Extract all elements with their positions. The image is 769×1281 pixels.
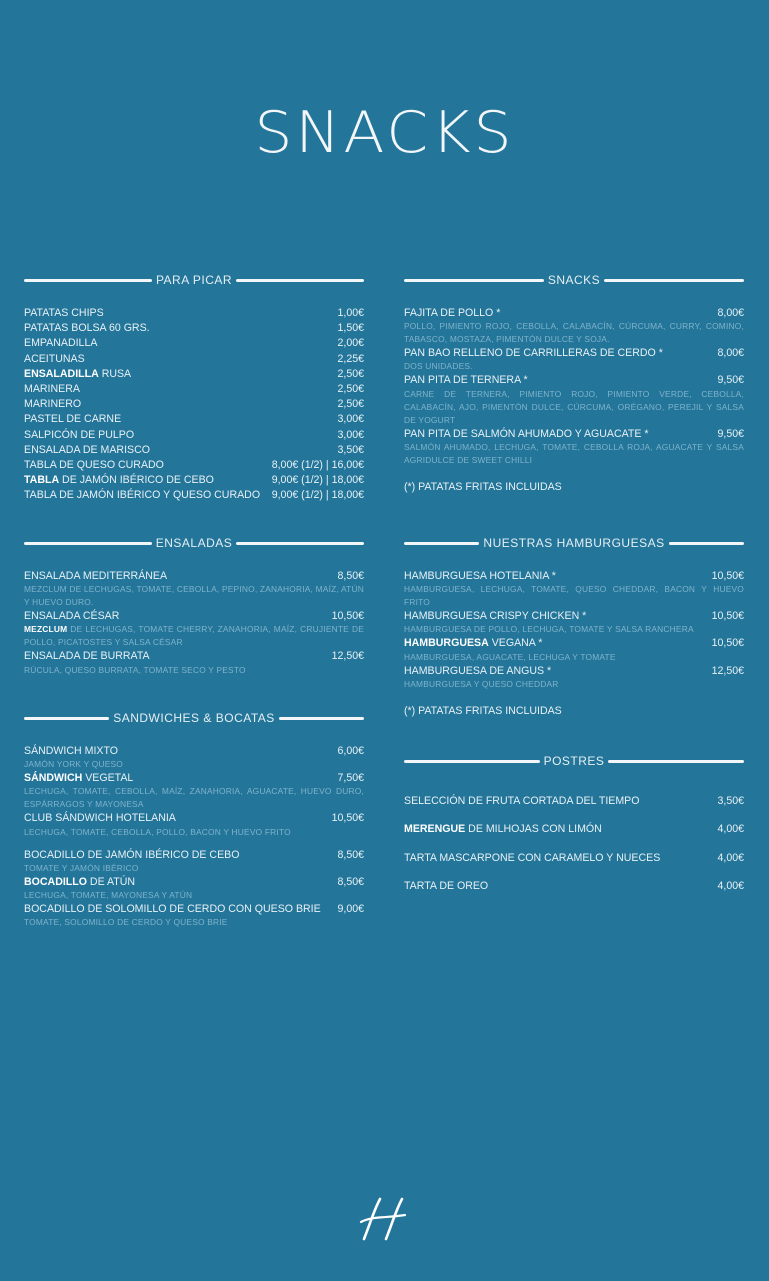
section-header bbox=[24, 273, 364, 287]
item-name bbox=[24, 473, 214, 488]
menu-item bbox=[404, 872, 744, 900]
description-text: DOS UNIDADES. bbox=[404, 361, 473, 372]
description-text: LECHUGA, TOMATE, CEBOLLA, MAÍZ, ZANAHORIA, AGUACATE, HUEVO DURO, ESPÁRRAGOS Y MAYONESA bbox=[24, 786, 364, 810]
item-name-strong: MERENGUE bbox=[404, 823, 466, 836]
item-price: 12,50€ bbox=[331, 650, 364, 663]
item-description bbox=[24, 889, 364, 902]
menu-item bbox=[404, 664, 744, 679]
item-name-rest: PATATAS CHIPS bbox=[24, 307, 104, 319]
menu-item bbox=[404, 815, 744, 843]
item-name-rest: SELECCIÓN DE FRUTA CORTADA DEL TIEMPO bbox=[404, 795, 640, 807]
divider-line bbox=[236, 279, 364, 282]
description-text: CARNE DE TERNERA, PIMIENTO ROJO, PIMIENTO VERDE, CEBOLLA, CALABACÍN, AJO, PIMENTÓN DULCE, CÚRCUMA, ORÉGANO, PEREJIL Y SALSA DE YOGURT bbox=[404, 388, 744, 425]
menu-item bbox=[24, 443, 364, 458]
item-description bbox=[24, 862, 364, 875]
item-price: 10,50€ bbox=[331, 610, 364, 623]
divider-line bbox=[24, 717, 109, 720]
item-name-rest: HAMBURGUESA DE ANGUS * bbox=[404, 664, 552, 677]
description-strong: MEZCLUM bbox=[24, 624, 68, 635]
item-price: 3,50€ bbox=[337, 443, 364, 456]
section-title: SANDWICHES & BOCATAS bbox=[113, 711, 275, 725]
description-text: HAMBURGUESA Y QUESO CHEDDAR bbox=[404, 678, 559, 689]
item-description bbox=[404, 651, 744, 664]
menu-item bbox=[24, 649, 364, 664]
menu-item bbox=[24, 367, 364, 382]
item-name bbox=[404, 306, 500, 321]
item-price: 8,50€ bbox=[337, 875, 364, 888]
item-name bbox=[404, 609, 586, 624]
menu-item bbox=[24, 488, 364, 503]
item-price: 2,50€ bbox=[337, 367, 364, 380]
item-description bbox=[24, 826, 364, 839]
section-title: SNACKS bbox=[547, 273, 601, 287]
description-text: SALMÓN AHUMADO, LECHUGA, TOMATE, CEBOLLA ROJA, AGUACATE Y SALSA AGRIDULCE DE SWEET CHILLI bbox=[404, 441, 744, 465]
item-price: 10,50€ bbox=[331, 812, 364, 825]
item-description bbox=[404, 320, 744, 346]
section-header bbox=[24, 536, 364, 550]
item-name-rest: HAMBURGUESA HOTELANIA * bbox=[404, 570, 556, 582]
item-name-strong: SÁNDWICH bbox=[24, 772, 83, 785]
hotel-logo-icon bbox=[358, 1196, 410, 1242]
section-title: NUESTRAS HAMBURGUESAS bbox=[483, 536, 665, 550]
item-description bbox=[24, 785, 364, 811]
item-name-strong: HAMBURGUESA bbox=[404, 637, 489, 650]
description-text: HAMBURGUESA DE POLLO, LECHUGA, TOMATE Y SALSA RANCHERA bbox=[404, 624, 694, 635]
description-text: HAMBURGUESA, AGUACATE, LECHUGA Y TOMATE bbox=[404, 651, 616, 662]
item-price: 8,00€ (1/2) | 16,00€ bbox=[271, 459, 364, 472]
description-text: LECHUGA, TOMATE, CEBOLLA, POLLO, BACON Y HUEVO FRITO bbox=[24, 826, 291, 837]
divider-line bbox=[24, 279, 152, 282]
menu-item bbox=[24, 352, 364, 367]
item-name bbox=[24, 428, 134, 443]
menu-item bbox=[24, 473, 364, 488]
menu-item bbox=[24, 771, 364, 786]
item-price: 10,50€ bbox=[711, 610, 744, 623]
item-name bbox=[404, 787, 639, 815]
item-name bbox=[404, 664, 551, 679]
item-price: 2,00€ bbox=[337, 337, 364, 350]
menu-item bbox=[404, 844, 744, 872]
item-name-rest: PAN PITA DE TERNERA * bbox=[404, 374, 528, 387]
menu-item bbox=[24, 609, 364, 624]
spacer bbox=[24, 839, 364, 848]
section-header bbox=[24, 711, 364, 725]
item-name bbox=[24, 397, 81, 412]
item-name bbox=[24, 902, 321, 917]
footnote: (*) PATATAS FRITAS INCLUIDAS bbox=[404, 704, 562, 717]
menu-item bbox=[24, 412, 364, 427]
description-text: HAMBURGUESA, LECHUGA, TOMATE, QUESO CHEDDAR, BACON Y HUEVO FRITO bbox=[404, 584, 744, 608]
item-name-rest: CLUB SÁNDWICH HOTELANIA bbox=[24, 812, 176, 825]
item-name-rest: RUSA bbox=[98, 367, 132, 380]
section-title: POSTRES bbox=[543, 754, 605, 768]
item-name bbox=[24, 848, 239, 863]
item-description bbox=[404, 678, 744, 691]
description-text: TOMATE Y JAMÓN IBÉRICO bbox=[24, 862, 139, 873]
description-text: POLLO, PIMIENTO ROJO, CEBOLLA, CALABACÍN, CÚRCUMA, CURRY, COMINO, TABASCO, MOSTAZA, PIMENTÓN DULCE Y SOJA. bbox=[404, 321, 744, 345]
menu-item bbox=[24, 569, 364, 584]
item-price: 2,25€ bbox=[337, 352, 364, 365]
menu-item bbox=[404, 609, 744, 624]
section-title: PARA PICAR bbox=[155, 273, 233, 287]
item-description bbox=[24, 758, 364, 771]
item-price: 4,00€ bbox=[717, 880, 744, 893]
item-description bbox=[404, 388, 744, 427]
footnote: (*) PATATAS FRITAS INCLUIDAS bbox=[404, 480, 562, 493]
item-name bbox=[24, 649, 150, 664]
item-name bbox=[24, 412, 121, 427]
item-name bbox=[24, 875, 135, 890]
menu-item bbox=[24, 306, 364, 321]
menu-item bbox=[24, 848, 364, 863]
item-name-rest: VEGETAL bbox=[82, 772, 134, 785]
item-name-strong: BOCADILLO bbox=[24, 875, 87, 888]
item-name bbox=[24, 443, 150, 458]
section-snacks bbox=[404, 273, 744, 493]
menu-item bbox=[404, 373, 744, 388]
item-name-rest: SÁNDWICH MIXTO bbox=[24, 745, 118, 757]
item-description bbox=[404, 583, 744, 609]
item-price: 10,50€ bbox=[711, 637, 744, 650]
item-name bbox=[404, 569, 556, 584]
section-title: ENSALADAS bbox=[155, 536, 233, 550]
item-name-rest: TABLA DE JAMÓN IBÉRICO Y QUESO CURADO bbox=[24, 489, 261, 502]
item-name-rest: TARTA MASCARPONE CON CARAMELO Y NUECES bbox=[404, 851, 661, 864]
item-name bbox=[24, 458, 164, 473]
section-sandwiches bbox=[24, 711, 364, 929]
item-description bbox=[404, 441, 744, 467]
item-name bbox=[24, 569, 167, 584]
divider-line bbox=[279, 717, 364, 720]
page-title: SNACKS bbox=[254, 99, 515, 167]
item-description bbox=[404, 360, 744, 373]
item-name-rest: EMPANADILLA bbox=[24, 337, 98, 350]
section-header bbox=[404, 536, 744, 550]
item-name-rest: MARINERA bbox=[24, 383, 80, 396]
item-name-rest: FAJITA DE POLLO * bbox=[404, 307, 501, 319]
section-postres bbox=[404, 754, 744, 901]
divider-line bbox=[669, 542, 744, 545]
item-description bbox=[24, 583, 364, 609]
description-text: RÚCULA, QUESO BURRATA, TOMATE SECO Y PESTO bbox=[24, 664, 246, 675]
item-name-strong: TABLA bbox=[24, 474, 60, 487]
item-price: 8,50€ bbox=[337, 570, 364, 582]
item-name bbox=[24, 321, 150, 336]
menu-item bbox=[404, 636, 744, 651]
divider-line bbox=[404, 760, 540, 763]
item-name-rest: HAMBURGUESA CRISPY CHICKEN * bbox=[404, 610, 587, 623]
menu-item bbox=[404, 569, 744, 584]
item-name bbox=[24, 811, 176, 826]
item-name bbox=[24, 367, 131, 382]
item-name bbox=[404, 844, 660, 872]
item-description bbox=[24, 916, 364, 929]
divider-line bbox=[404, 542, 479, 545]
item-name bbox=[24, 771, 133, 786]
item-name-rest: DE JAMÓN IBÉRICO DE CEBO bbox=[59, 474, 214, 487]
item-price: 8,00€ bbox=[717, 307, 744, 319]
item-price: 2,50€ bbox=[337, 383, 364, 396]
description-text: LECHUGA, TOMATE, MAYONESA Y ATÚN bbox=[24, 890, 193, 901]
menu-item bbox=[404, 787, 744, 815]
item-price: 6,00€ bbox=[337, 745, 364, 757]
item-name-rest: ENSALADA MEDITERRÁNEA bbox=[24, 570, 168, 582]
section-para-picar bbox=[24, 273, 364, 504]
menu-item bbox=[24, 382, 364, 397]
item-name bbox=[24, 744, 118, 759]
menu-item bbox=[24, 428, 364, 443]
section-ensaladas bbox=[24, 536, 364, 677]
item-price: 10,50€ bbox=[711, 570, 744, 582]
item-name-strong: ENSALADILLA bbox=[24, 367, 99, 380]
divider-line bbox=[24, 542, 152, 545]
item-name bbox=[404, 815, 602, 843]
menu-item bbox=[24, 321, 364, 336]
menu-item bbox=[24, 902, 364, 917]
item-price: 2,50€ bbox=[337, 398, 364, 411]
item-price: 9,00€ bbox=[337, 903, 364, 916]
item-name-rest: PASTEL DE CARNE bbox=[24, 413, 122, 426]
description-text: DE LECHUGAS, TOMATE CHERRY, ZANAHORIA, MAÍZ, CRUJIENTE DE POLLO, PICATOSTES Y SALSA CÉSAR bbox=[24, 624, 364, 648]
item-name-rest: ACEITUNAS bbox=[24, 352, 85, 365]
item-name-rest: PAN PITA DE SALMÓN AHUMADO Y AGUACATE * bbox=[404, 427, 649, 440]
description-text: TOMATE, SOLOMILLO DE CERDO Y QUESO BRIE bbox=[24, 917, 228, 928]
item-name-rest: DE MILHOJAS CON LIMÓN bbox=[465, 823, 602, 836]
item-name-rest: TARTA DE OREO bbox=[404, 880, 489, 893]
item-name-rest: TABLA DE QUESO CURADO bbox=[24, 459, 164, 472]
item-name bbox=[24, 609, 119, 624]
item-name bbox=[24, 488, 260, 503]
section-header bbox=[404, 754, 744, 768]
item-price: 7,50€ bbox=[337, 772, 364, 785]
item-price: 9,50€ bbox=[717, 374, 744, 387]
description-text: MEZCLUM DE LECHUGAS, TOMATE, CEBOLLA, PEPINO, ZANAHORIA, MAÍZ, ATÚN Y HUEVO DURO. bbox=[24, 584, 364, 608]
item-name bbox=[404, 427, 649, 442]
divider-line bbox=[236, 542, 364, 545]
item-name bbox=[24, 382, 80, 397]
item-name-rest: DE ATÚN bbox=[86, 875, 136, 888]
item-description bbox=[24, 664, 364, 677]
item-price: 4,00€ bbox=[717, 823, 744, 836]
menu-item bbox=[404, 306, 744, 321]
item-name bbox=[24, 336, 97, 351]
item-name-rest: PAN BAO RELLENO DE CARRILLERAS DE CERDO * bbox=[404, 347, 663, 360]
divider-line bbox=[604, 279, 744, 282]
item-name bbox=[404, 872, 488, 900]
item-name bbox=[404, 373, 528, 388]
section-hamburguesas bbox=[404, 536, 744, 717]
item-price: 12,50€ bbox=[711, 664, 744, 677]
item-price: 9,50€ bbox=[717, 427, 744, 440]
item-price: 9,00€ (1/2) | 18,00€ bbox=[271, 489, 364, 502]
item-price: 8,50€ bbox=[337, 848, 364, 861]
menu-item bbox=[404, 427, 744, 442]
item-name-rest: ENSALADA DE BURRATA bbox=[24, 650, 150, 663]
item-price: 8,00€ bbox=[717, 347, 744, 360]
item-name-rest: BOCADILLO DE JAMÓN IBÉRICO DE CEBO bbox=[24, 848, 240, 861]
item-name-rest: BOCADILLO DE SOLOMILLO DE CERDO CON QUESO BRIE bbox=[24, 903, 321, 916]
section-header bbox=[404, 273, 744, 287]
menu-item bbox=[24, 458, 364, 473]
menu-item bbox=[24, 744, 364, 759]
item-price: 3,50€ bbox=[717, 795, 744, 807]
item-name-rest: ENSALADA CÉSAR bbox=[24, 610, 120, 623]
menu-item bbox=[24, 336, 364, 351]
item-name bbox=[404, 346, 663, 361]
item-price: 9,00€ (1/2) | 18,00€ bbox=[271, 474, 364, 487]
item-name bbox=[24, 352, 85, 367]
divider-line bbox=[404, 279, 544, 282]
menu-item bbox=[404, 346, 744, 361]
item-name bbox=[404, 636, 542, 651]
menu-item bbox=[24, 875, 364, 890]
item-name-rest: ENSALADA DE MARISCO bbox=[24, 443, 150, 456]
item-name-rest: PATATAS BOLSA 60 GRS. bbox=[24, 322, 150, 335]
item-price: 1,00€ bbox=[337, 307, 364, 319]
item-price: 3,00€ bbox=[337, 428, 364, 441]
menu-item bbox=[24, 397, 364, 412]
item-name bbox=[24, 306, 104, 321]
item-description bbox=[24, 623, 364, 649]
item-price: 1,50€ bbox=[337, 322, 364, 335]
item-price: 3,00€ bbox=[337, 413, 364, 426]
item-price: 4,00€ bbox=[717, 851, 744, 864]
item-name-rest: VEGANA * bbox=[488, 637, 543, 650]
item-name-rest: SALPICÓN DE PULPO bbox=[24, 428, 135, 441]
item-description bbox=[404, 623, 744, 636]
description-text: JAMÓN YORK Y QUESO bbox=[24, 759, 124, 770]
menu-item bbox=[24, 811, 364, 826]
item-name-rest: MARINERO bbox=[24, 398, 82, 411]
divider-line bbox=[608, 760, 744, 763]
